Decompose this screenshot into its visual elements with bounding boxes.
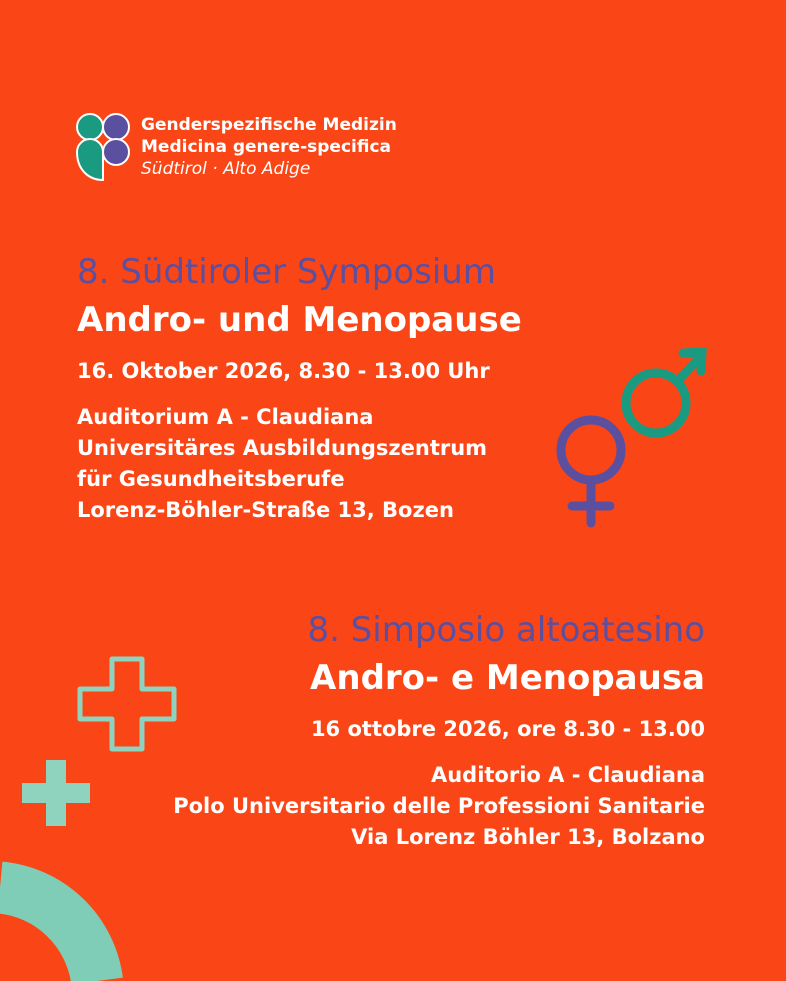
- logo-people-icon: [74, 112, 134, 182]
- address-line: Auditorio A - Claudiana: [430, 763, 705, 787]
- italian-block: [173, 608, 705, 853]
- male-symbol-icon: [626, 352, 702, 433]
- event-title-it: Andro- e Menopausa: [310, 658, 705, 698]
- logo-text: [141, 114, 397, 180]
- address-line: für Gesundheitsberufe: [77, 467, 345, 491]
- cross-outline-icon: [76, 655, 178, 753]
- address-line: Lorenz-Böhler-Straße 13, Bozen: [77, 498, 454, 522]
- address-line: Polo Universitario delle Professioni Sanitarie: [173, 794, 705, 818]
- symposium-title-de: 8. Südtiroler Symposium: [77, 252, 496, 292]
- address-line: Universitäres Ausbildungszentrum: [77, 436, 488, 460]
- logo-line-de: Genderspezifische Medizin: [141, 115, 397, 135]
- event-title-de: Andro- und Menopause: [77, 300, 522, 340]
- logo-line-it: Medicina genere-specifica: [141, 137, 392, 157]
- gender-symbols: [540, 340, 720, 540]
- german-block: [77, 250, 522, 526]
- arc-decoration: [0, 840, 140, 981]
- symposium-title-it: 8. Simposio altoatesino: [307, 610, 705, 650]
- female-symbol-icon: [561, 420, 621, 523]
- address-line: Auditorium A - Claudiana: [77, 405, 374, 429]
- address-line: Via Lorenz Böhler 13, Bolzano: [351, 825, 705, 849]
- address-de: [77, 402, 522, 526]
- event-date-it: 16 ottobre 2026, ore 8.30 - 13.00: [310, 717, 705, 741]
- logo-region: Südtirol · Alto Adige: [141, 159, 311, 179]
- cross-filled-icon: [22, 760, 90, 826]
- address-it: [173, 760, 705, 853]
- event-date-de: 16. Oktober 2026, 8.30 - 13.00 Uhr: [77, 359, 490, 383]
